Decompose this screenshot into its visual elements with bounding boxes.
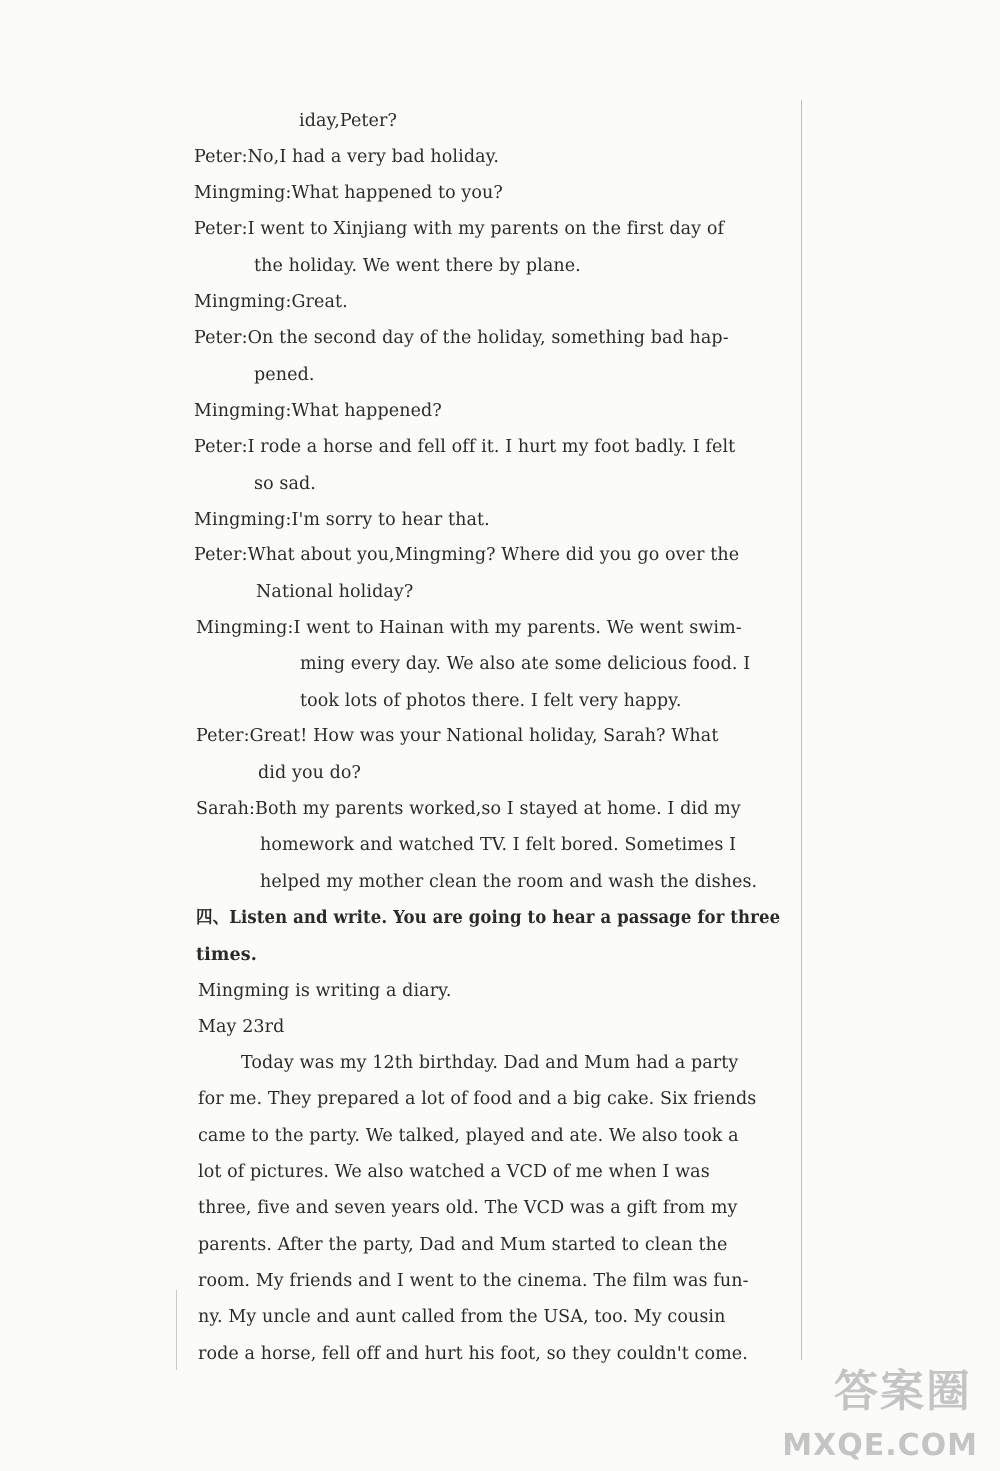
dialogue-line: ming every day. We also ate some delicious food. I xyxy=(300,654,751,674)
speaker-label: Mingming: xyxy=(196,618,294,638)
dialogue-line: the holiday. We went there by plane. xyxy=(254,256,581,276)
diary-line: rode a horse, fell off and hurt his foot, so they couldn't come. xyxy=(198,1344,748,1364)
margin-rule-left xyxy=(176,1290,177,1370)
diary-line: ny. My uncle and aunt called from the USA, too. My cousin xyxy=(198,1307,726,1327)
watermark-logo: 答案圈 xyxy=(834,1366,972,1417)
dialogue-line: Peter:No,I had a very bad holiday. xyxy=(194,147,499,167)
dialogue-line: so sad. xyxy=(254,474,316,494)
speaker-label: Mingming: xyxy=(194,510,292,530)
margin-rule xyxy=(801,100,802,1360)
speaker-label: Sarah: xyxy=(196,799,255,819)
dialogue-line: Sarah:Both my parents worked,so I stayed at home. I did my xyxy=(196,799,741,819)
dialogue-line: Peter:I rode a horse and fell off it. I hurt my foot badly. I felt xyxy=(194,437,736,457)
dialogue-line: Mingming:Great. xyxy=(194,292,348,312)
speaker-label: Mingming: xyxy=(194,401,292,421)
diary-line: for me. They prepared a lot of food and a big cake. Six friends xyxy=(198,1089,757,1109)
diary-line: three, five and seven years old. The VCD was a gift from my xyxy=(198,1198,738,1218)
dialogue-line: Peter:I went to Xinjiang with my parents on the first day of xyxy=(194,219,725,239)
section-heading-cont: times. xyxy=(196,945,257,965)
diary-line: Today was my 12th birthday. Dad and Mum had a party xyxy=(241,1053,739,1073)
dialogue-line: Mingming:What happened? xyxy=(194,401,442,421)
dialogue-line: pened. xyxy=(254,365,315,385)
section-heading: 四、Listen and write. You are going to hear a passage for three xyxy=(196,908,781,928)
diary-line: room. My friends and I went to the cinema. The film was fun- xyxy=(198,1271,749,1291)
watermark xyxy=(782,1355,990,1465)
diary-line: lot of pictures. We also watched a VCD of me when I was xyxy=(198,1162,710,1182)
speaker-label: Mingming: xyxy=(194,183,292,203)
dialogue-line: Peter:On the second day of the holiday, something bad hap- xyxy=(194,328,729,348)
speaker-label: Mingming: xyxy=(194,292,292,312)
watermark-url: MXQE.COM xyxy=(782,1428,978,1463)
dialogue-line: Peter:What about you,Mingming? Where did you go over the xyxy=(194,545,740,565)
dialogue-line: Mingming:I went to Hainan with my parents. We went swim- xyxy=(196,618,742,638)
dialogue-line: National holiday? xyxy=(256,582,414,602)
speaker-label: Peter: xyxy=(196,726,250,746)
speaker-label: Peter: xyxy=(194,437,248,457)
dialogue-line: homework and watched TV. I felt bored. Sometimes I xyxy=(260,835,737,855)
diary-line: parents. After the party, Dad and Mum started to clean the xyxy=(198,1235,728,1255)
dialogue-line: Mingming:What happened to you? xyxy=(194,183,503,203)
speaker-label: Peter: xyxy=(194,147,248,167)
dialogue-line: took lots of photos there. I felt very happy. xyxy=(300,691,682,711)
dialogue-line: Peter:Great! How was your National holiday, Sarah? What xyxy=(196,726,719,746)
diary-line: came to the party. We talked, played and ate. We also took a xyxy=(198,1126,739,1146)
diary-intro: Mingming is writing a diary. xyxy=(198,981,452,1001)
speaker-label: Peter: xyxy=(194,328,248,348)
dialogue-line: helped my mother clean the room and wash the dishes. xyxy=(260,872,758,892)
speaker-label: Peter: xyxy=(194,545,248,565)
speaker-label: Peter: xyxy=(194,219,248,239)
dialogue-line: did you do? xyxy=(258,763,362,783)
diary-date: May 23rd xyxy=(198,1017,285,1037)
dialogue-line: Mingming:I'm sorry to hear that. xyxy=(194,510,490,530)
dialogue-line: iday,Peter? xyxy=(299,111,397,131)
